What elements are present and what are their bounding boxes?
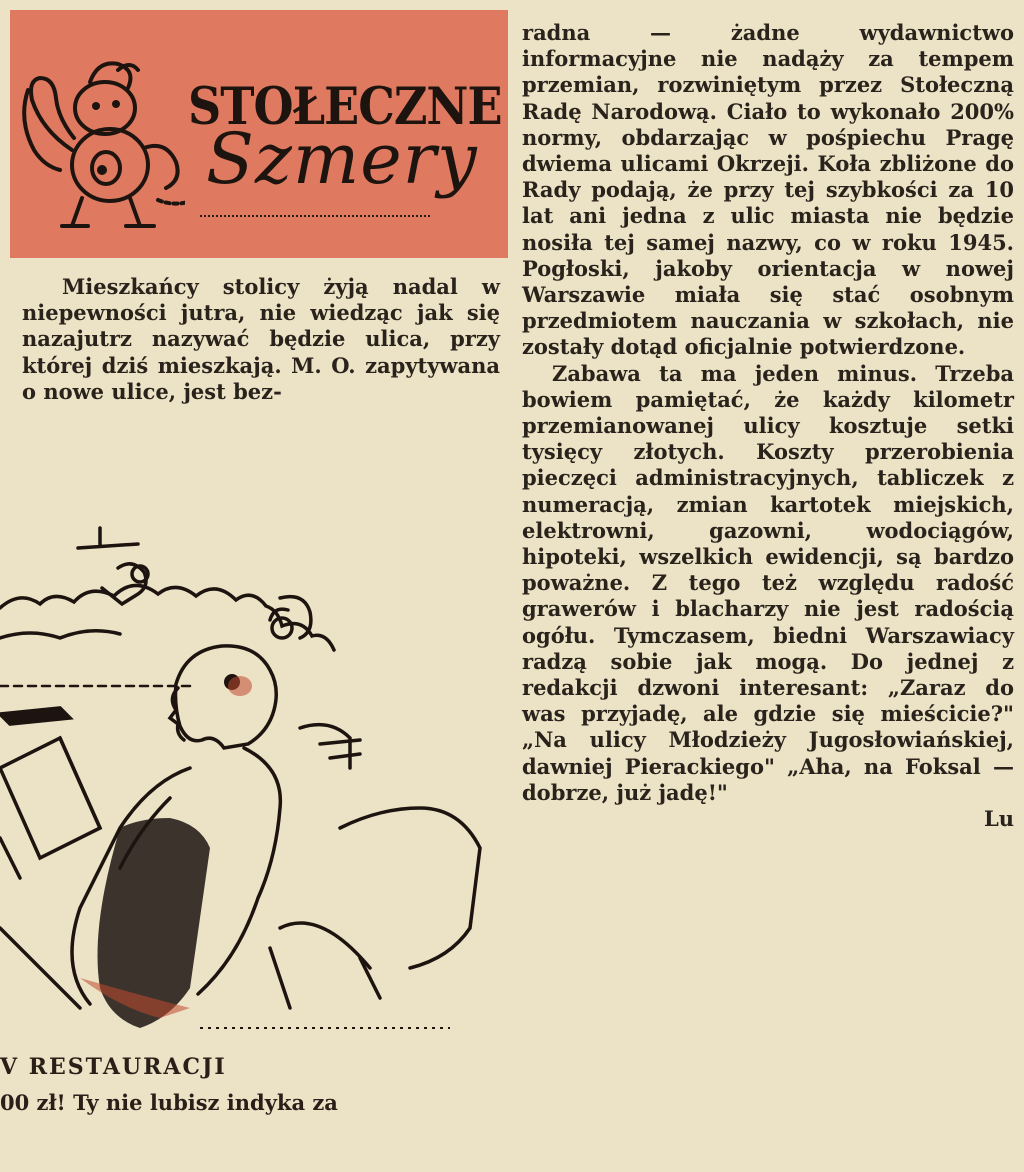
woman-figure [176, 646, 277, 748]
illustration-caption-line: 00 zł! Ty nie lubisz indyka za [0, 1090, 338, 1115]
left-column-text: Mieszkańcy stolicy żyją nadal w niepewności jutra, nie wiedząc jak się nazajutrz nazywać będzie ulica, przy której dziś mieszkają. M. O. zapytywana o nowe ulice, jest bez- [22, 274, 500, 404]
header-title: STOŁECZNE [188, 76, 502, 137]
author-signature: Lu [983, 806, 1014, 832]
illustration-caption-title: V RESTAURACJI [0, 1054, 227, 1080]
header-underline [200, 215, 430, 220]
header-subtitle: Szmery [206, 118, 478, 200]
right-paragraph-2: Zabawa ta ma jeden minus. Trzeba bowiem pamiętać, że każdy kilometr przemianowanej ulicy kosztuje setki tysięcy złotych. Koszty przerobienia pieczęci administracyjnych, tabliczek z numeracją, zmian kartotek miejskich, elektrowni, gazowni, wodociągów, hipoteki, wszelkich ewidencji, są bardzo poważne. Z tego też względu radość grawerów i blacharzy nie jest radością ogółu. Tymczasem, biedni Warszawiacy radzą sobie jak mogą. Do jednej z redakcji dzwoni interesant: „Zaraz do was przyjadę, ale gdzie się mieścicie?" „Na ulicy Młodzieży Jugosłowiańskiej, dawniej Pierackiego" „Aha, na Foksal — dobrze, już jadę!" [522, 360, 1014, 805]
signature-row [522, 806, 1014, 832]
restaurant-illustration [0, 508, 510, 1038]
right-column [522, 20, 1014, 832]
right-paragraph-1: radna — żadne wydawnictwo informacyjne nie nadąży za tempem przemian, rozwiniętym przez Stołeczną Radę Narodową. Ciało to wykonało 200% normy, obdarzając w pośpiechu Pragę dwiema ulicami Okrzeji. Koła zbliżone do Rady podają, że przy tej szybkości za 10 lat ani jedna z ulic miasta nie będzie nosiła tej samej nazwy, co w roku 1945. Pogłoski, jakoby orientacja w nowej Warszawie miała się stać osobnym przedmiotem nauczania w szkołach, nie zostały dotąd oficjalnie potwierdzone. [522, 20, 1014, 360]
mascot-drawing [10, 30, 185, 240]
column-header [10, 10, 508, 258]
